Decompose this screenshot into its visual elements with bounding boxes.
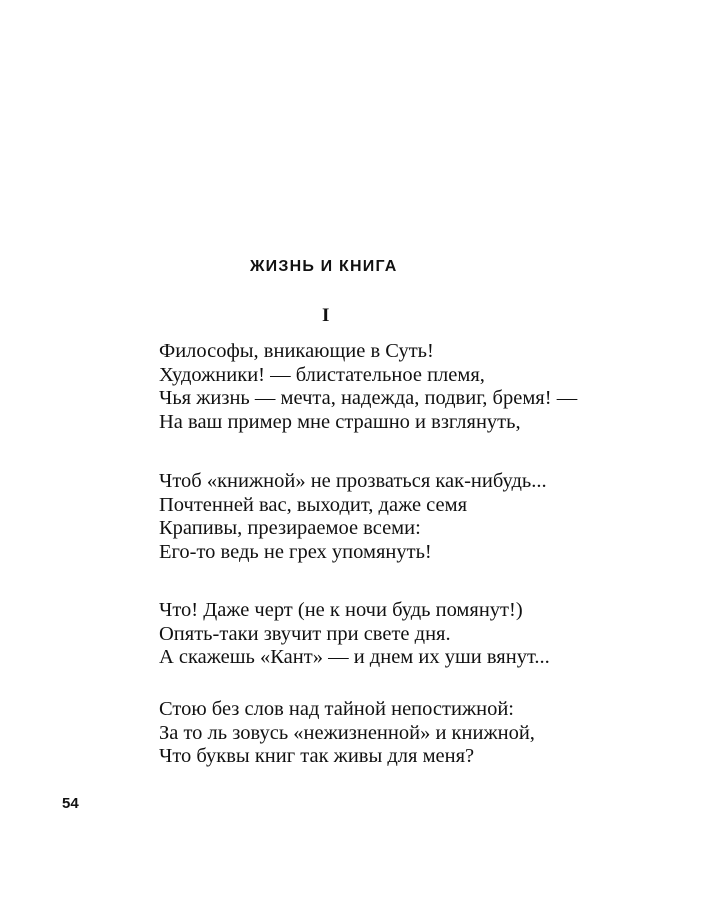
poem-line: Философы, вникающие в Суть! <box>159 340 434 362</box>
stanza-3 <box>159 599 550 670</box>
poem-title: ЖИЗНЬ И КНИГА <box>250 258 398 275</box>
poem-line: Что буквы книг так живы для меня? <box>159 745 475 767</box>
poem-line: На ваш пример мне страшно и взглянуть, <box>159 410 521 433</box>
poem-line: Художники! — блистательное племя, <box>159 363 485 386</box>
poem-part-number: I <box>322 305 330 326</box>
poem-line: А скажешь «Кант» — и днем их уши вянут... <box>159 646 550 668</box>
poem-line: Почтенней вас, выходит, даже семя <box>159 493 468 516</box>
poem-line: За то ль зовусь «нежизненной» и книжной, <box>159 721 535 744</box>
poem-line: Что! Даже черт (не к ночи будь помянут!) <box>159 599 523 621</box>
stanza-4 <box>159 698 535 769</box>
poem-line: Опять-таки звучит при свете дня. <box>159 622 451 645</box>
poem-line: Его-то ведь не грех упомянуть! <box>159 540 432 563</box>
poem-line: Чтоб «книжной» не прозваться как-нибудь... <box>159 470 547 492</box>
stanza-2 <box>159 470 547 564</box>
poem-line: Крапивы, презираемое всеми: <box>159 517 421 539</box>
page-number: 54 <box>62 795 79 812</box>
poem-line: Чья жизнь — мечта, надежда, подвиг, бремя! — <box>159 387 578 409</box>
stanza-1 <box>159 340 577 434</box>
poem-line: Стою без слов над тайной непостижной: <box>159 698 514 720</box>
